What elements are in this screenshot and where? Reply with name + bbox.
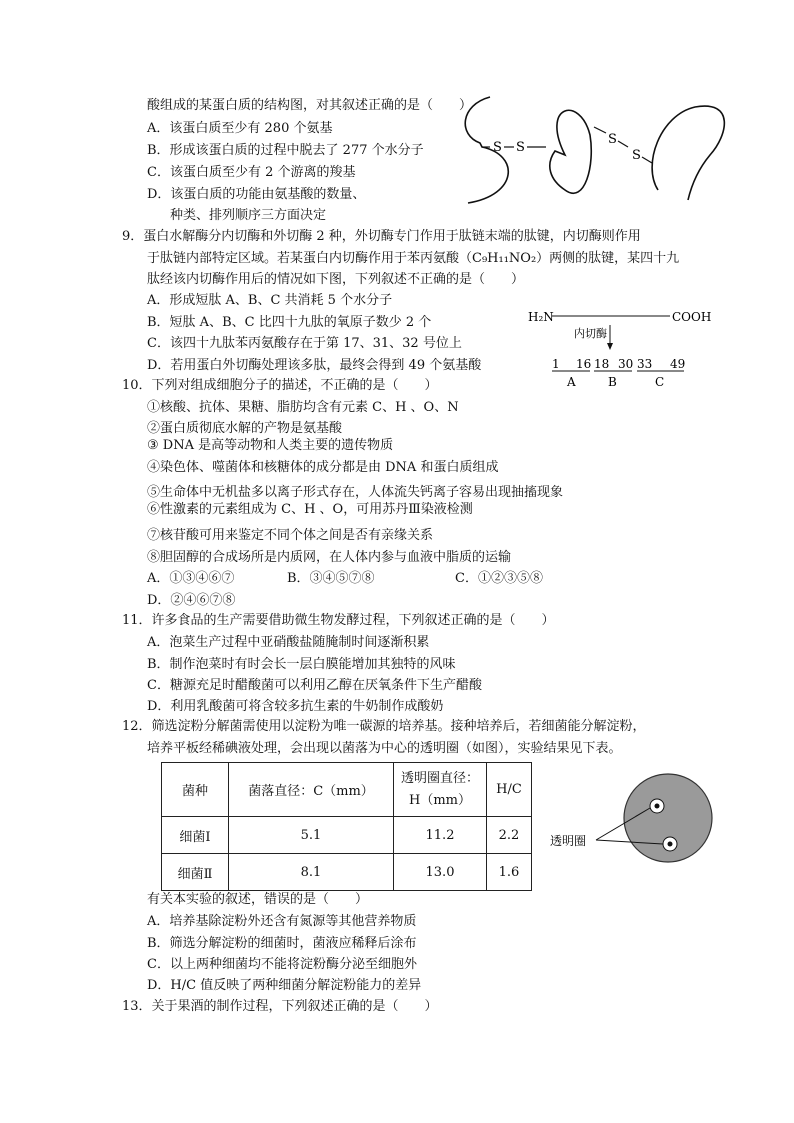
position-49: 49 [670,357,686,371]
q9-stem-line1: 9．蛋白水解酶分内切酶和外切酶 2 种，外切酶专门作用于肽链末端的肽键，内切酶则作用 [122,229,641,244]
q10-item-1: ①核酸、抗体、果糖、脂肪均含有元素 C、H 、O、N [147,400,459,415]
cell-h: 13.0 [394,854,487,891]
q9-option-c: C．该四十九肽苯丙氨酸存在于第 17、31、32 号位上 [147,336,462,351]
position-16: 16 [576,357,592,371]
q12-stem-line2: 培养平板经稀碘液处理，会出现以菌落为中心的透明圈（如图），实验结果见下表。 [147,741,622,756]
chain-right-loop [652,106,724,200]
q10-item-8: ⑧胆固醇的合成场所是内质网，在人体内参与血液中脂质的运输 [147,550,512,565]
halo-label: 透明圈 [550,834,587,848]
q10-item-2: ②蛋白质彻底水解的产物是氨基酸 [147,421,343,436]
cell-h: 11.2 [394,817,487,854]
carboxyl-terminus: COOH [672,310,712,324]
q9-option-d: D．若用蛋白外切酶处理该多肽，最终会得到 49 个氨基酸 [147,358,482,373]
q10-item-3: ③ DNA 是高等动物和人类主要的遗传物质 [147,438,394,453]
q10-stem: 10．下列对组成细胞分子的描述，不正确的是（ ） [122,378,438,393]
culture-plate-figure [548,768,718,868]
q12-option-c: C．以上两种细菌均不能将淀粉酶分泌至细胞外 [147,957,417,972]
q10-item-4: ④染色体、噬菌体和核糖体的成分都是由 DNA 和蛋白质组成 [147,460,499,475]
header-halo-diameter [394,763,487,817]
q11-option-a: A．泡菜生产过程中亚硝酸盐随腌制时间逐渐积累 [147,635,430,650]
table-row [162,854,532,891]
q8-option-c: C．该蛋白质至少有 2 个游离的羧基 [147,165,356,180]
q12-option-a: A．培养基除淀粉外还含有氮源等其他营养物质 [147,914,417,929]
header-strain: 菌种 [162,763,229,817]
position-1: 1 [552,357,560,371]
q8-stem: 酸组成的某蛋白质的结构图，对其叙述正确的是（ ） [147,98,473,113]
q11-option-b: B．制作泡菜时有时会长一层白膜能增加其独特的风味 [147,657,456,672]
q9-stem-line2: 于肽链内部特定区域。若某蛋白内切酶作用于苯丙氨酸（C₉H₁₁NO₂）两侧的肽键，某四十九 [147,251,680,266]
position-33: 33 [637,357,653,371]
cell-c: 5.1 [229,817,394,854]
table-header-row [162,763,532,817]
sulfur-3: S [608,132,617,147]
q11-option-d: D．利用乳酸菌可将含较多抗生素的牛奶制作成酸奶 [147,699,444,714]
cell-c: 8.1 [229,854,394,891]
q12-option-b: B．筛选分解淀粉的细菌时，菌液应稀释后涂布 [147,936,417,951]
q11-stem: 11．许多食品的生产需要借助微生物发酵过程，下列叙述正确的是（ ） [122,613,555,628]
colony-1 [655,804,660,809]
cell-strain: 细菌Ⅱ [162,854,229,891]
q10-item-5: ⑤生命体中无机盐多以离子形式存在，人体流失钙离子容易出现抽搐现象 [147,485,564,500]
peptide-cleavage-figure [524,305,724,390]
q10-option-d: D．②④⑥⑦⑧ [147,593,236,608]
sulfur-4: S [632,148,641,163]
q8-option-d-cont: 种类、排列顺序三方面决定 [170,208,327,223]
q12-stem2: 有关本实验的叙述，错误的是（ ） [147,892,369,907]
cell-ratio: 2.2 [487,817,532,854]
q9-stem-line3: 肽经该内切酶作用后的情况如下图，下列叙述不正确的是（ ） [147,272,525,287]
chain-middle-loop [550,110,591,193]
sulfur-2: S [516,140,525,155]
q8-option-d: D．该蛋白质的功能由氨基酸的数量、 [147,187,366,202]
colony-2 [668,842,673,847]
q10-item-7: ⑦核苷酸可用来鉴定不同个体之间是否有亲缘关系 [147,528,434,543]
enzyme-label: 内切酶 [574,327,607,340]
q10-option-b: B．③④⑤⑦⑧ [287,571,375,586]
fragment-b: B [608,375,617,389]
results-table [161,762,532,891]
q9-option-b: B．短肽 A、B、C 比四十九肽的氧原子数少 2 个 [147,315,432,330]
fragment-c: C [655,375,665,389]
q10-option-c: C．①②③⑤⑧ [455,571,543,586]
q10-option-a: A．①③④⑥⑦ [147,571,235,586]
q8-option-b: B．形成该蛋白质的过程中脱去了 277 个水分子 [147,143,424,158]
header-halo-line2: H（mm） [409,792,471,808]
q9-option-a: A．形成短肽 A、B、C 共消耗 5 个水分子 [147,293,393,308]
q13-stem: 13．关于果酒的制作过程，下列叙述正确的是（ ） [122,999,438,1014]
q11-option-c: C．糖源充足时醋酸菌可以利用乙醇在厌氧条件下生产醋酸 [147,678,482,693]
cell-ratio: 1.6 [487,854,532,891]
q12-option-d: D．H/C 值反映了两种细菌分解淀粉能力的差异 [147,978,422,993]
q8-option-a: A．该蛋白质至少有 280 个氨基 [147,121,333,136]
header-halo-line1: 透明圈直径： [400,770,479,786]
table-row [162,817,532,854]
sulfur-1: S [493,140,502,155]
position-18: 18 [594,357,610,371]
protein-structure-figure [460,95,750,210]
amino-terminus: H₂N [528,310,554,324]
header-ratio: H/C [487,763,532,817]
cell-strain: 细菌Ⅰ [162,817,229,854]
fragment-a: A [567,375,576,389]
position-30: 30 [618,357,634,371]
header-colony-diameter: 菌落直径：C（mm） [229,763,394,817]
q10-item-6: ⑥性激素的元素组成为 C、H 、O，可用苏丹Ⅲ染液检测 [147,502,473,517]
q12-stem-line1: 12．筛选淀粉分解菌需使用以淀粉为唯一碳源的培养基。接种培养后，若细菌能分解淀粉， [122,719,646,734]
